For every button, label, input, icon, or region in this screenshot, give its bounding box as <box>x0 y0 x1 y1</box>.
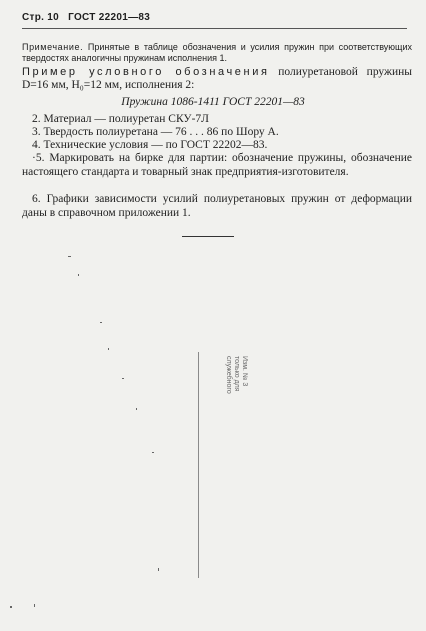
page-number: Стр. 10 <box>22 12 60 23</box>
scan-vertical-line <box>198 352 199 578</box>
scan-mark <box>152 452 154 453</box>
item-marking: ·5. Маркировать на бирке для партии: обозначение пружины, обозначение настоящего стандарта и товарный знак предприятия-изготовителя. <box>22 152 412 178</box>
header-rule <box>22 28 407 29</box>
margin-stamp-text: Изм. № 3 только для служебного <box>225 356 248 394</box>
scan-mark <box>108 348 109 350</box>
item-tech-conditions: 4. Технические условия — по ГОСТ 22202—83. <box>32 139 268 151</box>
scan-mark <box>158 568 159 571</box>
scan-mark <box>122 378 124 379</box>
spring-designation: Пружина 1086-1411 ГОСТ 22201—83 <box>121 96 305 108</box>
scan-mark <box>136 408 137 410</box>
note-text: Принятые в таблице обозначения и усилия пружин при соответствующих твердостях аналогичны пружинам исполнения 1. <box>22 42 412 63</box>
scan-mark <box>10 606 12 608</box>
section-separator <box>182 236 234 237</box>
example-text: полиуретановой пружины D=16 мм, H₀=12 мм, исполнения 2: <box>22 66 413 91</box>
table-note <box>22 42 412 64</box>
scan-mark <box>78 274 79 276</box>
scan-mark <box>34 604 35 607</box>
scan-mark <box>68 256 71 257</box>
item-hardness: 3. Твердость полиуретана — 76 . . . 86 по Шору А. <box>32 126 279 138</box>
designation-example <box>22 66 412 92</box>
item-graphs: 6. Графики зависимости усилий полиуретановых пружин от деформации даны в справочном приложении 1. <box>22 193 412 219</box>
page-header <box>22 12 156 23</box>
example-label: Пример условного обозначения <box>22 66 270 78</box>
standard-number: ГОСТ 22201—83 <box>68 12 151 23</box>
note-label: Примечание. <box>22 42 84 52</box>
scan-mark <box>100 322 102 323</box>
item-material: 2. Материал — полиуретан СКУ-7Л <box>32 113 209 125</box>
